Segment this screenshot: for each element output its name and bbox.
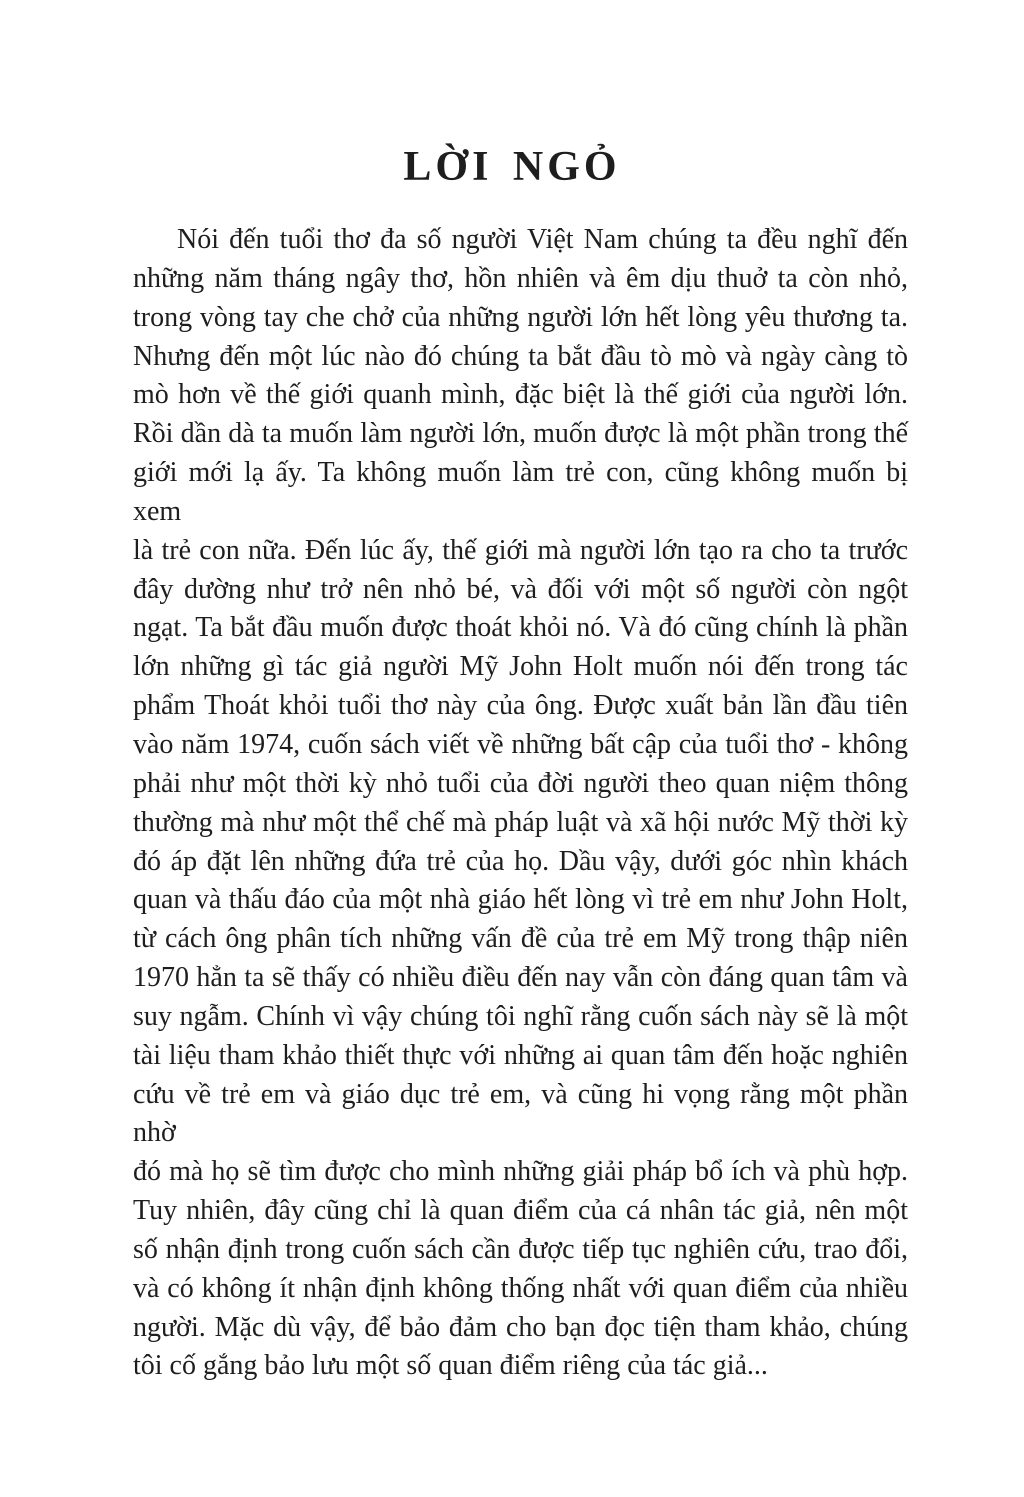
paragraph-line: Nói đến tuổi thơ đa số người Việt Nam chúng ta đều nghĩ đến [177,224,908,255]
foreword-paragraph [133,221,908,1386]
paragraph-line: là trẻ con nữa. Đến lúc ấy, thế giới mà người lớn tạo ra cho ta trước [133,534,908,566]
paragraph-line: Tuy nhiên, đây cũng chỉ là quan điểm của cá nhân tác giả, nên một [133,1195,908,1227]
paragraph-line: đó áp đặt lên những đứa trẻ của họ. Dầu vậy, dưới góc nhìn khách [133,845,908,877]
paragraph-line: tài liệu tham khảo thiết thực với những ai quan tâm đến hoặc nghiên [133,1039,908,1071]
paragraph-line: đó mà họ sẽ tìm được cho mình những giải pháp bổ ích và phù hợp. [133,1156,908,1188]
paragraph-line: phải như một thời kỳ nhỏ tuổi của đời người theo quan niệm thông [133,767,908,799]
paragraph-line: từ cách ông phân tích những vấn đề của trẻ em Mỹ trong thập niên [133,923,908,955]
paragraph-line: 1970 hẳn ta sẽ thấy có nhiều điều đến nay vẫn còn đáng quan tâm và [133,962,908,994]
paragraph-line: tôi cố gắng bảo lưu một số quan điểm riêng của tác giả... [133,1350,768,1382]
page-title: LỜI NGỎ [403,144,621,190]
paragraph-line: trong vòng tay che chở của những người lớn hết lòng yêu thương ta. [133,301,908,333]
paragraph-line: cứu về trẻ em và giáo dục trẻ em, và cũng hi vọng rằng một phần nhờ [133,1078,908,1149]
paragraph-line: những năm tháng ngây thơ, hồn nhiên và êm dịu thuở ta còn nhỏ, [133,262,908,294]
paragraph-line: suy ngẫm. Chính vì vậy chúng tôi nghĩ rằng cuốn sách này sẽ là một [133,1000,908,1032]
paragraph-line: giới mới lạ ấy. Ta không muốn làm trẻ con, cũng không muốn bị xem [133,457,908,527]
paragraph-line: đây dường như trở nên nhỏ bé, và đối với một số người còn ngột [133,573,908,605]
paragraph-line: số nhận định trong cuốn sách cần được tiếp tục nghiên cứu, trao đổi, [133,1233,908,1265]
paragraph-line: Nhưng đến một lúc nào đó chúng ta bắt đầu tò mò và ngày càng tò [133,340,908,372]
paragraph-line: phẩm Thoát khỏi tuổi thơ này của ông. Được xuất bản lần đầu tiên [133,690,908,722]
paragraph-line: người. Mặc dù vậy, để bảo đảm cho bạn đọc tiện tham khảo, chúng [133,1311,908,1343]
paragraph-line: lớn những gì tác giả người Mỹ John Holt muốn nói đến trong tác [133,651,908,683]
paragraph-line: Rồi dần dà ta muốn làm người lớn, muốn được là một phần trong thế [133,418,908,450]
paragraph-line: vào năm 1974, cuốn sách viết về những bất cập của tuổi thơ - không [133,728,908,760]
paragraph-line: mò hơn về thế giới quanh mình, đặc biệt là thế giới của người lớn. [133,379,908,411]
paragraph-line: quan và thấu đáo của một nhà giáo hết lòng vì trẻ em như John Holt, [133,884,908,916]
paragraph-line: ngạt. Ta bắt đầu muốn được thoát khỏi nó. Và đó cũng chính là phần [133,612,908,644]
paragraph-line: và có không ít nhận định không thống nhất với quan điểm của nhiều [133,1272,908,1304]
paragraph-line: thường mà như một thể chế mà pháp luật và xã hội nước Mỹ thời kỳ [133,806,908,838]
